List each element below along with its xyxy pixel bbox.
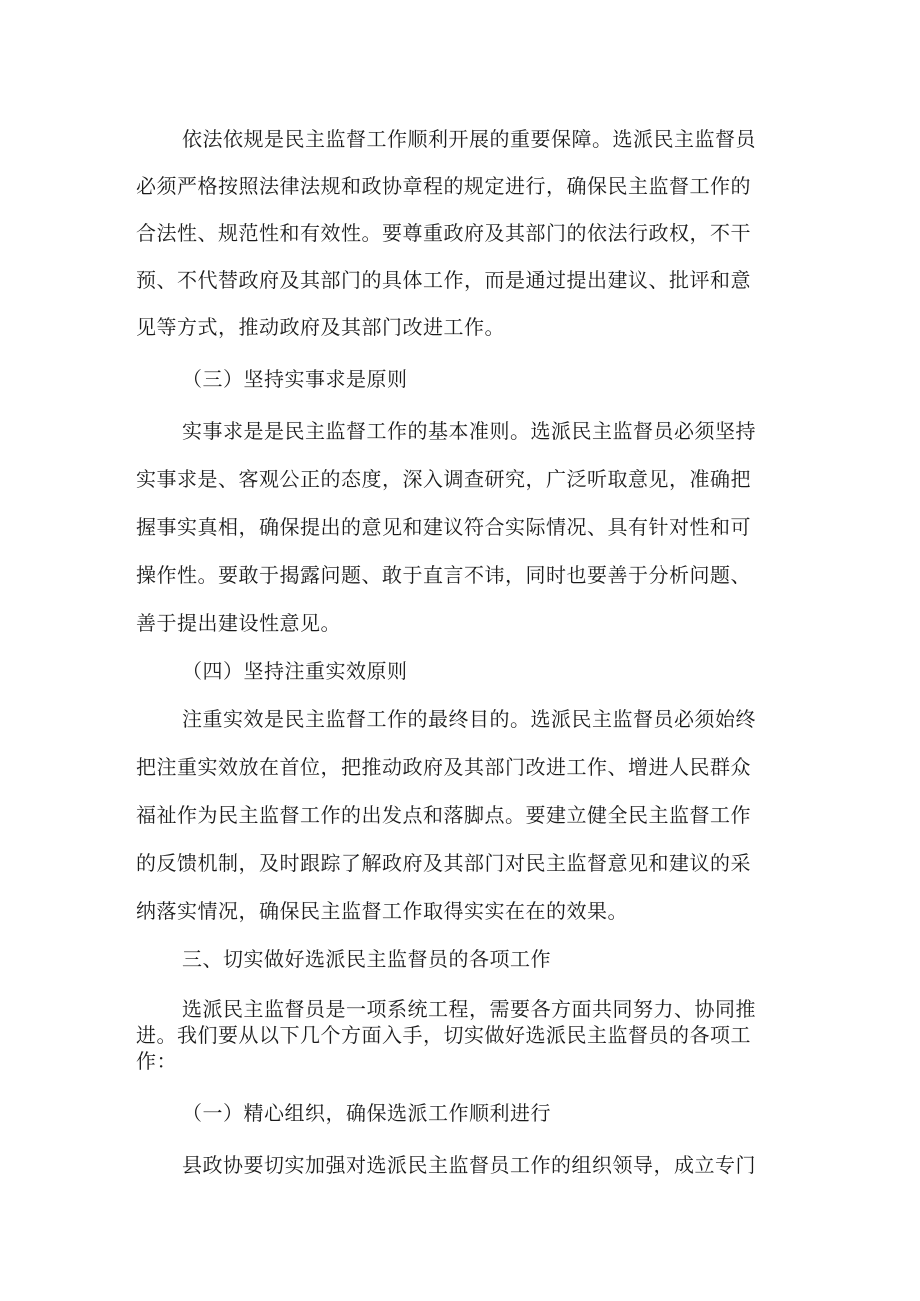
- text-line: 作：: [136, 1049, 177, 1073]
- text-line: 操作性。要敢于揭露问题、敢于直言不讳，同时也要善于分析问题、: [136, 563, 751, 587]
- section-heading: 三、切实做好选派民主监督员的各项工作: [182, 947, 551, 971]
- text-line: 福祉作为民主监督工作的出发点和落脚点。要建立健全民主监督工作: [136, 803, 751, 827]
- text-line: 善于提出建设性意见。: [136, 611, 341, 635]
- text-line: 县政协要切实加强对选派民主监督员工作的组织领导，成立专门: [182, 1153, 756, 1177]
- text-line: 握事实真相，确保提出的意见和建议符合实际情况、具有针对性和可: [136, 515, 751, 539]
- text-line: 实事求是是民主监督工作的基本准则。选派民主监督员必须坚持: [182, 419, 756, 443]
- text-line: 把注重实效放在首位，把推动政府及其部门改进工作、增进人民群众: [136, 755, 751, 779]
- section-heading: （四）坚持注重实效原则: [182, 659, 408, 683]
- text-line: 的反馈机制，及时跟踪了解政府及其部门对民主监督意见和建议的采: [136, 851, 751, 875]
- text-line: 进。我们要从以下几个方面入手，切实做好选派民主监督员的各项工: [136, 1023, 751, 1047]
- section-heading: （一）精心组织，确保选派工作顺利进行: [182, 1101, 551, 1125]
- text-line: 纳落实情况，确保民主监督工作取得实实在在的效果。: [136, 899, 628, 923]
- text-line: 依法依规是民主监督工作顺利开展的重要保障。选派民主监督员: [182, 127, 756, 151]
- text-line: 必须严格按照法律法规和政协章程的规定进行，确保民主监督工作的: [136, 174, 751, 198]
- text-line: 实事求是、客观公正的态度，深入调查研究，广泛听取意见，准确把: [136, 467, 751, 491]
- text-line: 合法性、规范性和有效性。要尊重政府及其部门的依法行政权，不干: [136, 221, 751, 245]
- text-line: 选派民主监督员是一项系统工程，需要各方面共同努力、协同推: [182, 997, 756, 1021]
- text-line: 注重实效是民主监督工作的最终目的。选派民主监督员必须始终: [182, 707, 756, 731]
- text-line: 见等方式，推动政府及其部门改进工作。: [136, 315, 505, 339]
- section-heading: （三）坚持实事求是原则: [182, 367, 408, 391]
- text-line: 预、不代替政府及其部门的具体工作，而是通过提出建议、批评和意: [136, 268, 751, 292]
